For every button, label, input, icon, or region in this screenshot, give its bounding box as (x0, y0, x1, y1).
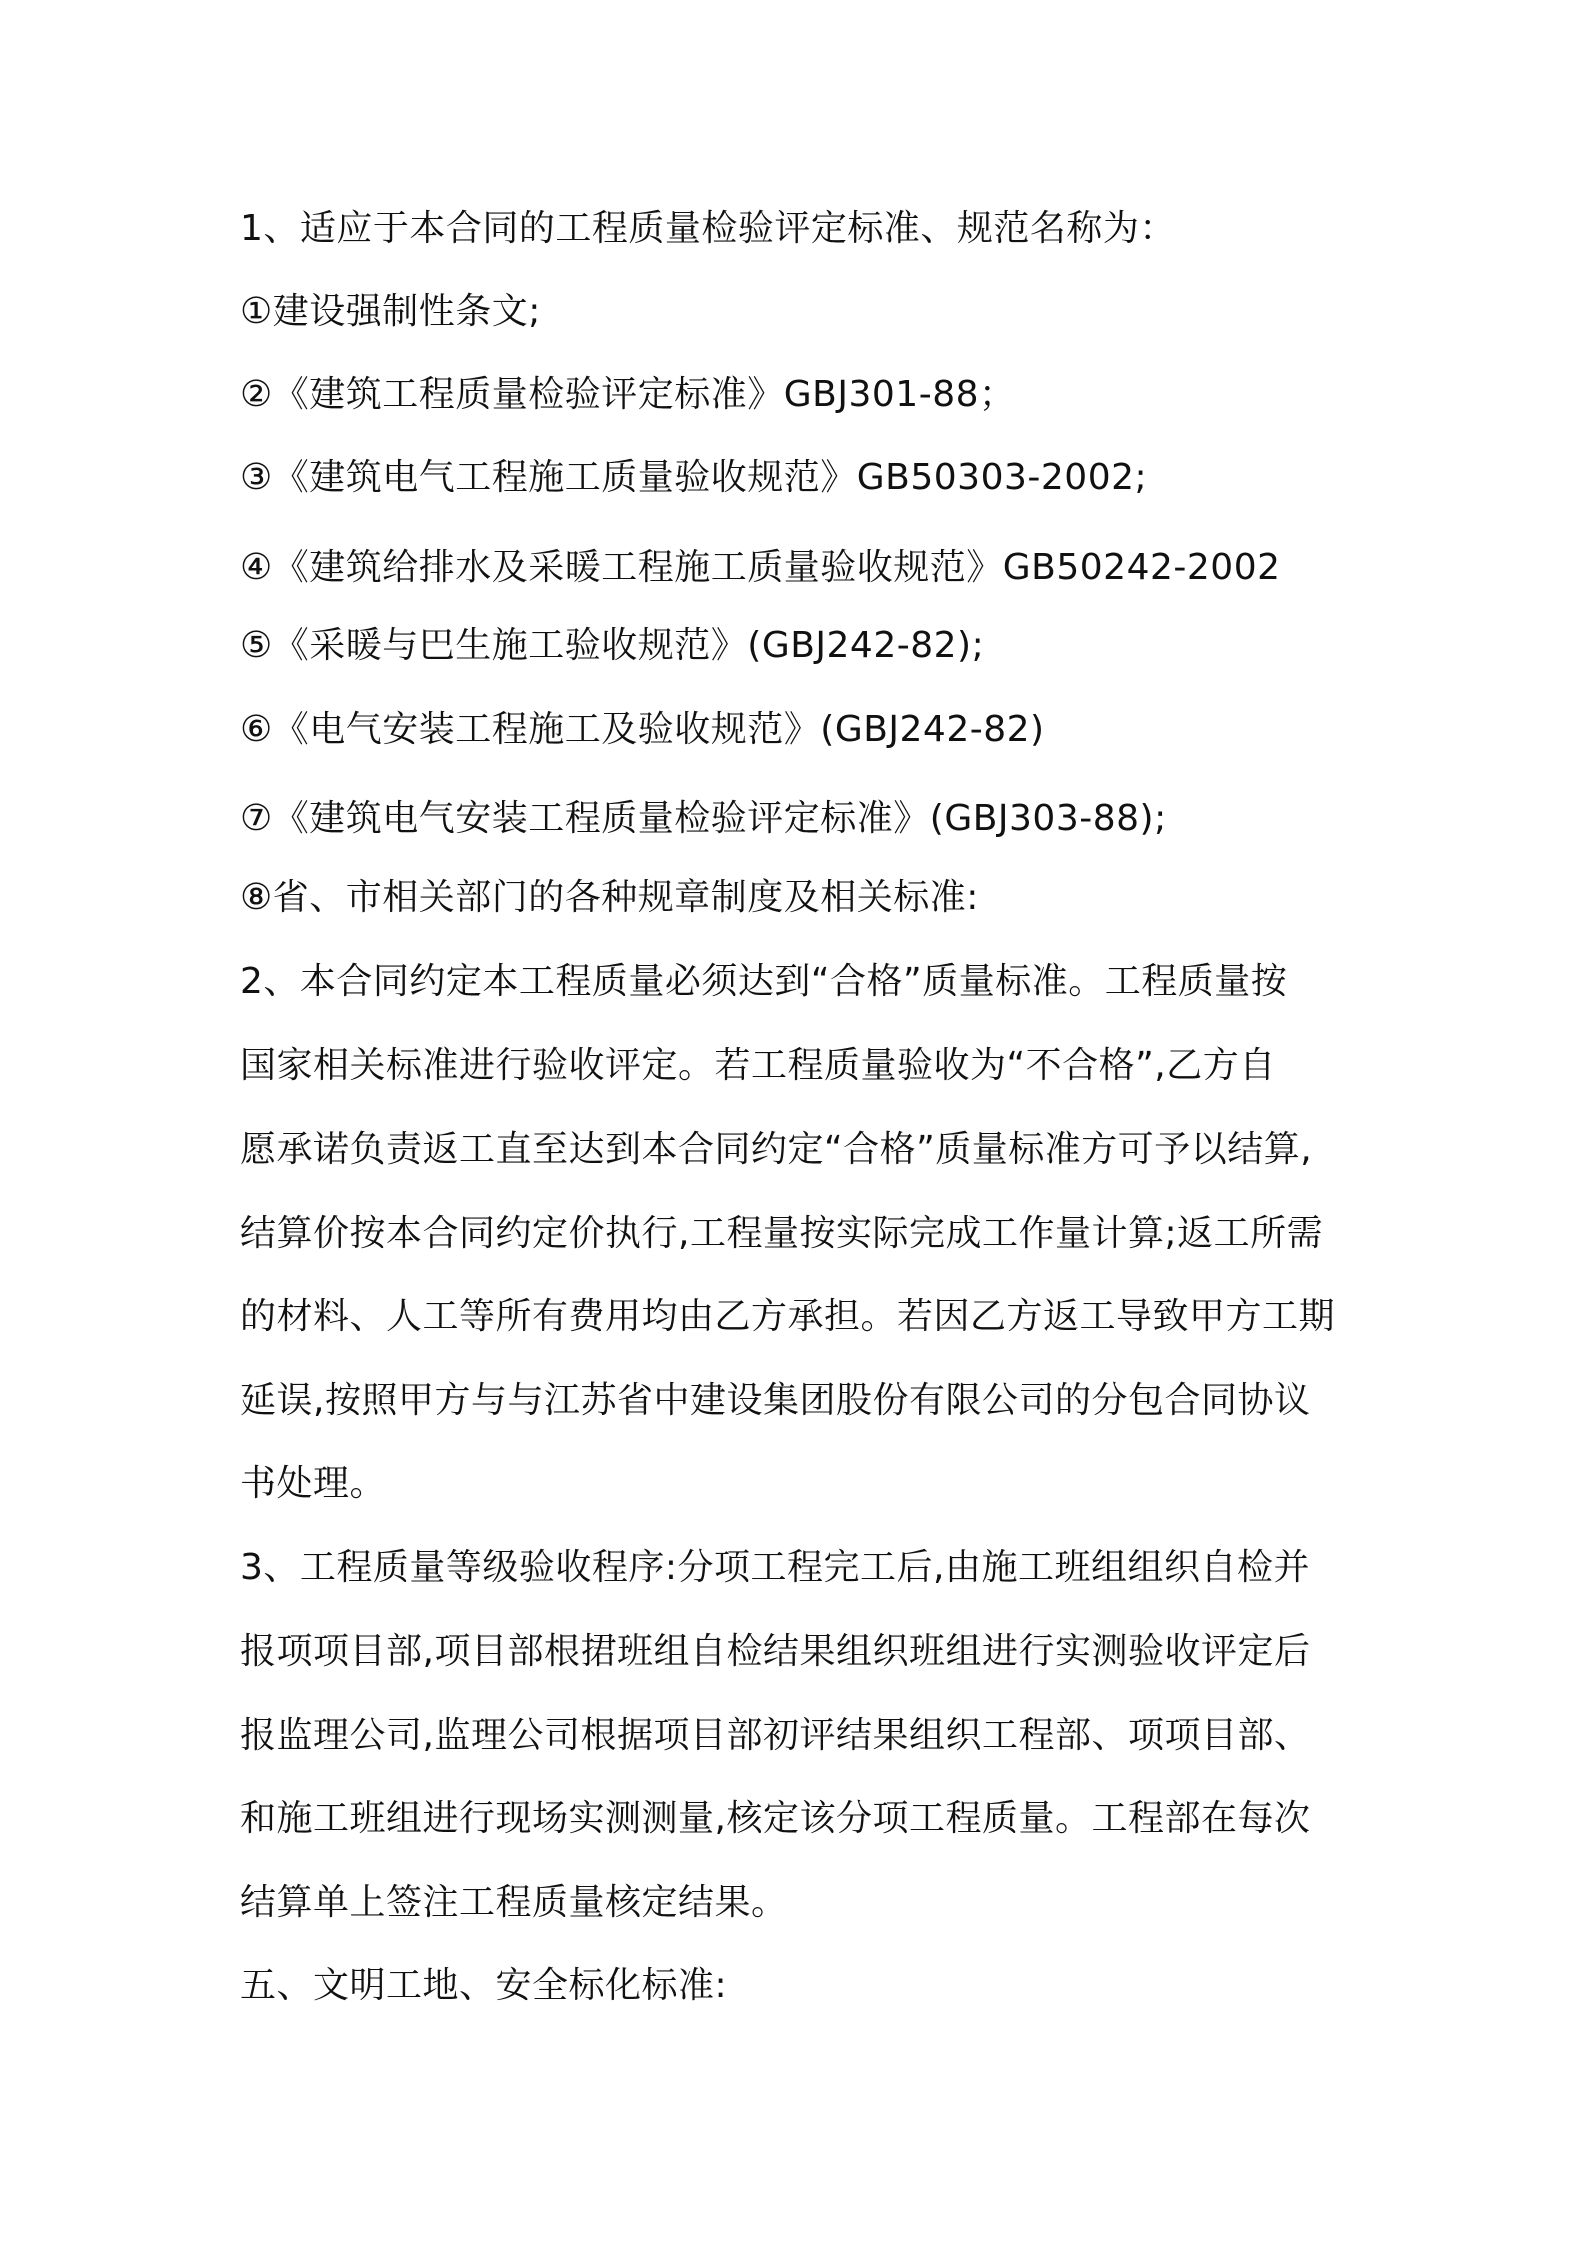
text-line: 书处理。 (240, 1463, 387, 1504)
text-line: 2、本合同约定本工程质量必须达到“合格”质量标准。工程质量按 (240, 961, 1288, 1002)
text-line: ②《建筑工程质量检验评定标准》GBJ301-88； (240, 374, 1016, 415)
text-line: ⑥《电气安装工程施工及验收规范》(GBJ242-82) (240, 709, 1045, 750)
text-line: 愿承诺负责返工直至达到本合同约定“合格”质量标准方可予以结算, (240, 1129, 1313, 1170)
text-line: 报项项目部,项目部根捃班组自检结果组织班组进行实测验收评定后 (240, 1631, 1311, 1672)
text-line: 报监理公司,监理公司根据项目部初评结果组织工程部、项项目部、 (240, 1715, 1311, 1756)
text-line: 延误,按照甲方与与江苏省中建设集团股份有限公司的分包合同协议 (240, 1380, 1311, 1421)
text-line: 的材料、人工等所有费用均由乙方承担。若因乙方返工导致甲方工期 (240, 1296, 1336, 1337)
text-line: ③《建筑电气工程施工质量验收规范》GB50303-2002; (240, 457, 1148, 498)
text-line: 五、文明工地、安全标化标准: (240, 1965, 728, 2006)
text-line: ⑧省、市相关部门的各种规章制度及相关标准: (240, 877, 979, 918)
text-line: ⑤《采暖与巴生施工验收规范》(GBJ242-82); (240, 625, 985, 666)
text-line: 3、工程质量等级验收程序:分项工程完工后,由施工班组组织自检并 (240, 1547, 1310, 1588)
text-line: ④《建筑给排水及采暖工程施工质量验收规范》GB50242-2002 (240, 547, 1281, 588)
text-line: 结算价按本合同约定价执行,工程量按实际完成工作量计算;返工所需 (240, 1213, 1324, 1254)
text-line: 和施工班组进行现场实测测量,核定该分项工程质量。工程部在每次 (240, 1798, 1311, 1839)
text-line: ⑦《建筑电气安装工程质量检验评定标准》(GBJ303-88); (240, 798, 1167, 839)
text-line: 结算单上签注工程质量核定结果。 (240, 1882, 788, 1923)
text-line: ①建设强制性条文; (240, 291, 541, 332)
text-line: 国家相关标准进行验收评定。若工程质量验收为“不合格”,乙方自 (240, 1045, 1276, 1086)
text-line: 1、适应于本合同的工程质量检验评定标准、规范名称为： (240, 208, 1176, 249)
